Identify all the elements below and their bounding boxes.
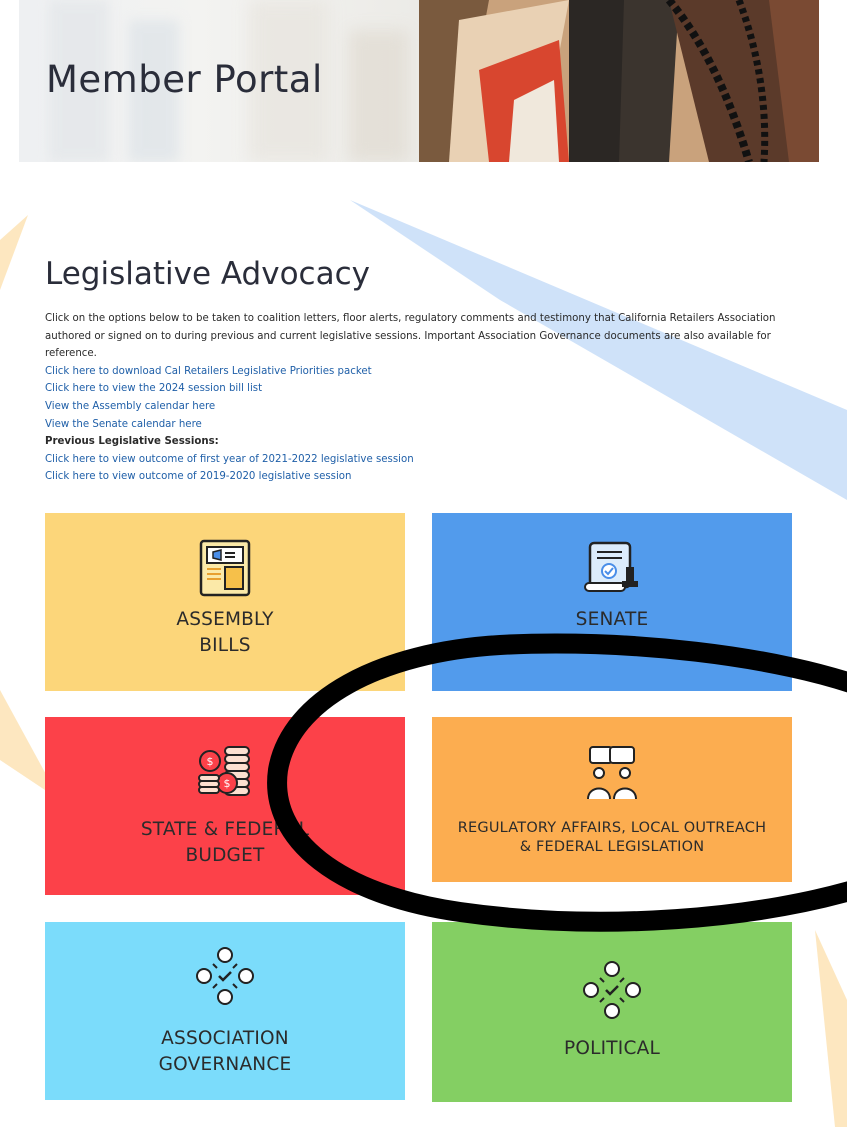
assembly-calendar-link[interactable]: View the Assembly calendar here bbox=[45, 400, 216, 412]
regulatory-affairs-label: REGULATORY AFFAIRS, LOCAL OUTREACH & FEDERAL LEGISLATION bbox=[457, 820, 767, 855]
association-governance-card[interactable] bbox=[45, 922, 405, 1100]
svg-text:$: $ bbox=[206, 755, 214, 768]
budget-label: STATE & FEDERAL BUDGET bbox=[140, 819, 310, 866]
senate-bills-label: SENATE BILLS bbox=[575, 609, 649, 656]
people-network-icon bbox=[195, 946, 255, 1006]
outcome-2021-link[interactable]: Click here to view outcome of first year of 2021-2022 legislative session bbox=[45, 453, 414, 465]
assembly-bills-label: ASSEMBLY BILLS bbox=[176, 609, 274, 656]
bill-list-link[interactable]: Click here to view the 2024 session bill list bbox=[45, 383, 263, 395]
section-title: Legislative Advocacy bbox=[45, 256, 370, 292]
political-card[interactable] bbox=[432, 922, 792, 1102]
svg-text:$: $ bbox=[223, 777, 231, 790]
political-label: POLITICAL bbox=[564, 1038, 660, 1059]
hero-photo bbox=[419, 0, 819, 162]
budget-card[interactable] bbox=[45, 717, 405, 895]
document-stamp-icon bbox=[582, 537, 642, 597]
previous-sessions-heading: Previous Legislative Sessions: bbox=[45, 436, 219, 448]
hero-banner bbox=[19, 0, 819, 162]
regulatory-affairs-card[interactable] bbox=[432, 717, 792, 882]
page-title: Member Portal bbox=[46, 58, 323, 101]
assembly-bills-card[interactable] bbox=[45, 513, 405, 691]
association-governance-label: ASSOCIATION GOVERNANCE bbox=[158, 1028, 292, 1075]
newspaper-megaphone-icon bbox=[195, 537, 255, 597]
people-network-icon bbox=[582, 960, 642, 1020]
intro-text: Click on the options below to be taken to coalition letters, floor alerts, regulatory comments and testimony that California Retailers Association authored or signed on to during previous and current legislative sessions. Important Association Governance documents are also available for reference. bbox=[45, 313, 776, 360]
senate-bills-card[interactable] bbox=[432, 513, 792, 691]
intro-block bbox=[45, 310, 790, 486]
people-discussion-icon bbox=[582, 743, 642, 803]
outcome-2019-link[interactable]: Click here to view outcome of 2019-2020 legislative session bbox=[45, 471, 352, 483]
senate-calendar-link[interactable]: View the Senate calendar here bbox=[45, 418, 202, 430]
coins-stack-icon bbox=[195, 741, 255, 801]
priorities-link[interactable]: Click here to download Cal Retailers Legislative Priorities packet bbox=[45, 365, 372, 377]
